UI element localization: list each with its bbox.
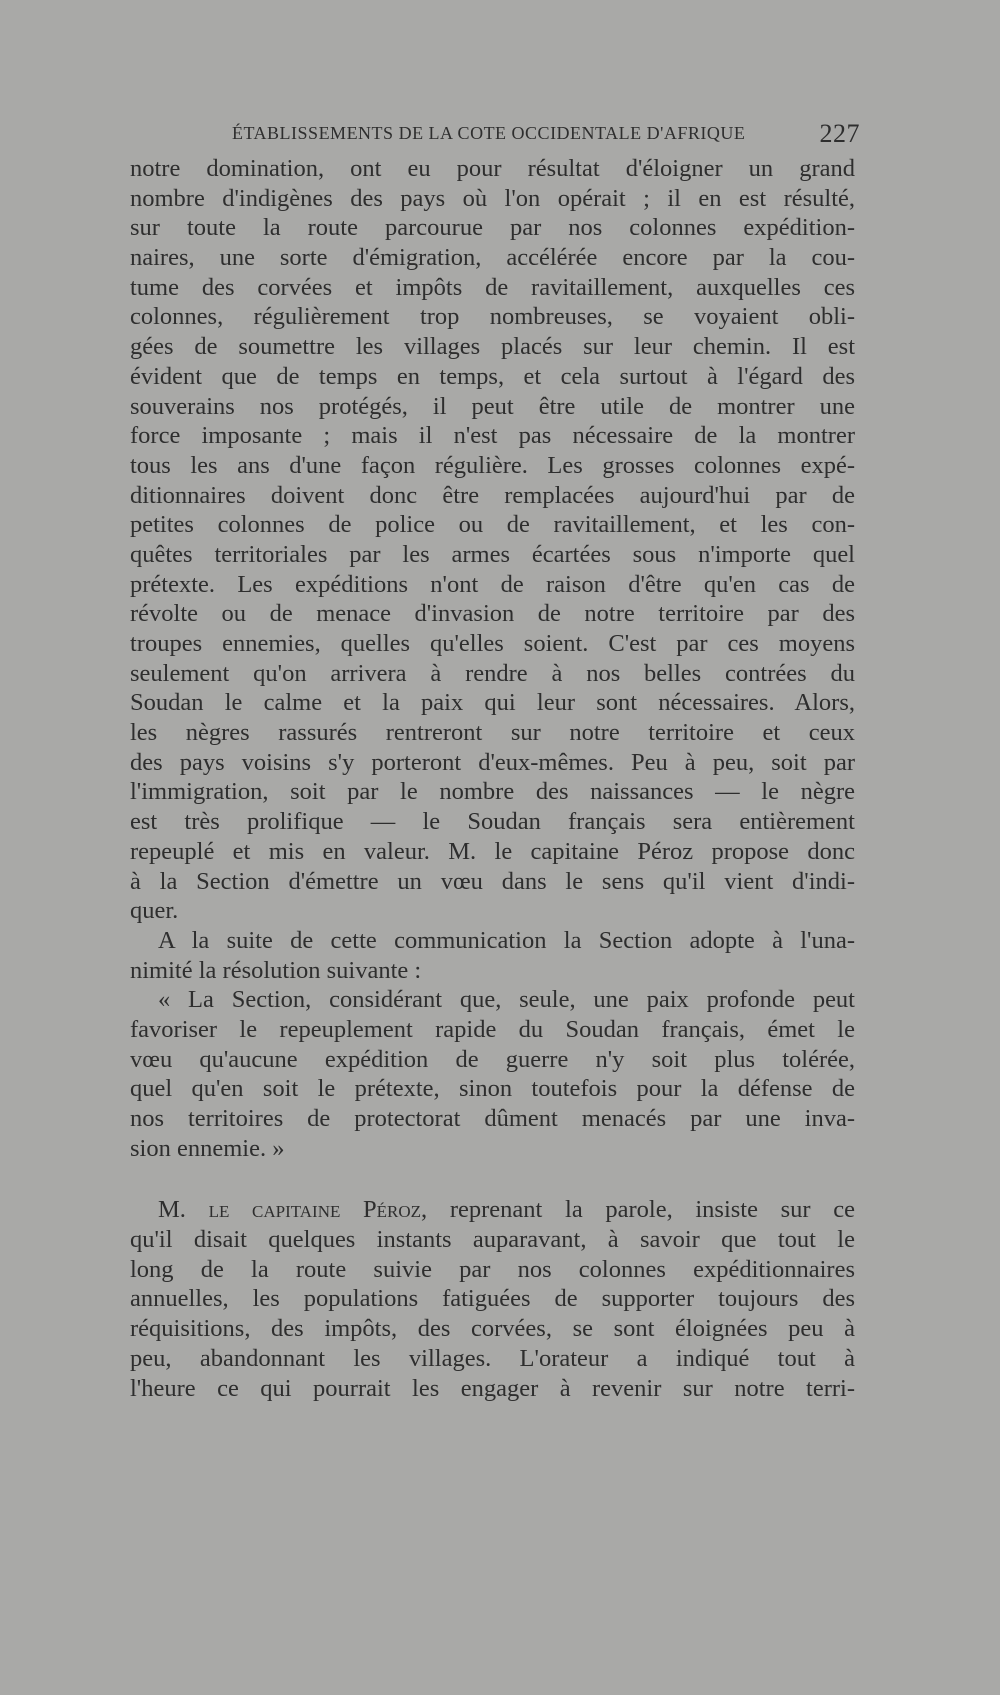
text-line: A la suite de cette communication la Section adopte à l'una-	[158, 926, 855, 954]
text-line: des pays voisins s'y porteront d'eux-mêmes. Peu à peu, soit par	[130, 748, 855, 776]
text-line: long de la route suivie par nos colonnes expéditionnaires	[130, 1255, 855, 1283]
text-line: souverains nos protégés, il peut être utile de montrer une	[130, 392, 855, 420]
text-line: ditionnaires doivent donc être remplacées aujourd'hui par de	[130, 481, 855, 509]
text-line: notre domination, ont eu pour résultat d'éloigner un grand	[130, 155, 855, 182]
page-number: 227	[819, 119, 860, 148]
text-line: quel qu'en soit le prétexte, sinon toutefois pour la défense de	[130, 1075, 855, 1103]
text-line: réquisitions, des impôts, des corvées, se sont éloignées peu à	[130, 1315, 855, 1343]
text-line: l'heure ce qui pourrait les engager à revenir sur notre terri-	[130, 1374, 855, 1402]
text-line: révolte ou de menace d'invasion de notre territoire par des	[130, 600, 855, 628]
text-line: nimité la résolution suivante :	[130, 956, 422, 984]
text-line: les nègres rassurés rentreront sur notre territoire et ceux	[130, 719, 855, 747]
text-line: sion ennemie. »	[130, 1134, 285, 1162]
text-line: prétexte. Les expéditions n'ont de raison d'être qu'en cas de	[130, 570, 855, 598]
text-line: tous les ans d'une façon régulière. Les grosses colonnes expé-	[130, 451, 855, 479]
running-header	[232, 119, 860, 151]
text-fragment: reprenant la parole, insiste sur ce	[449, 1196, 855, 1224]
speaker-name: M. le capitaine Péroz,	[158, 1196, 428, 1224]
text-line: naires, une sorte d'émigration, accélérée encore par la cou-	[130, 244, 855, 272]
text-line: l'immigration, soit par le nombre des naissances — le nègre	[130, 778, 855, 806]
text-line: qu'il disait quelques instants auparavant, à savoir que tout le	[130, 1226, 855, 1254]
text-line: gées de soumettre les villages placés sur leur chemin. Il est	[130, 333, 855, 361]
text-line: tume des corvées et impôts de ravitaillement, auxquelles ces	[130, 273, 855, 301]
text-line: nombre d'indigènes des pays où l'on opérait ; il en est résulté,	[130, 184, 855, 212]
text-line: quêtes territoriales par les armes écartées sous n'importe quel	[130, 540, 855, 568]
text-line: favoriser le repeuplement rapide du Soudan français, émet le	[130, 1015, 855, 1043]
text-line: force imposante ; mais il n'est pas nécessaire de la montrer	[130, 422, 855, 450]
text-line: troupes ennemies, quelles qu'elles soient. C'est par ces moyens	[130, 630, 855, 657]
text-line: évident que de temps en temps, et cela surtout à l'égard des	[130, 362, 855, 390]
text-line: nos territoires de protectorat dûment menacés par une inva-	[130, 1105, 855, 1132]
text-line: Soudan le calme et la paix qui leur sont nécessaires. Alors,	[130, 689, 855, 717]
text-line: « La Section, considérant que, seule, une paix profonde peut	[158, 986, 855, 1014]
text-line: repeuplé et mis en valeur. M. le capitaine Péroz propose donc	[130, 837, 855, 865]
text-line: vœu qu'aucune expédition de guerre n'y soit plus tolérée,	[130, 1045, 855, 1073]
text-line: annuelles, les populations fatiguées de supporter toujours des	[130, 1285, 855, 1313]
text-line: colonnes, régulièrement trop nombreuses, se voyaient obli-	[130, 303, 855, 331]
text-line: est très prolifique — le Soudan français sera entièrement	[130, 808, 855, 836]
text-line: sur toute la route parcourue par nos colonnes expédition-	[130, 214, 855, 242]
text-line: à la Section d'émettre un vœu dans le sens qu'il vient d'indi-	[130, 867, 855, 895]
text-line: peu, abandonnant les villages. L'orateur a indiqué tout à	[130, 1344, 855, 1372]
body-text	[130, 154, 855, 1403]
text-line: petites colonnes de police ou de ravitaillement, et les con-	[130, 511, 855, 539]
text-line: quer.	[130, 897, 179, 925]
text-line: seulement qu'on arrivera à rendre à nos belles contrées du	[130, 659, 855, 687]
running-title: ÉTABLISSEMENTS DE LA COTE OCCIDENTALE D'AFRIQUE	[232, 123, 746, 143]
text-line	[130, 1195, 855, 1225]
